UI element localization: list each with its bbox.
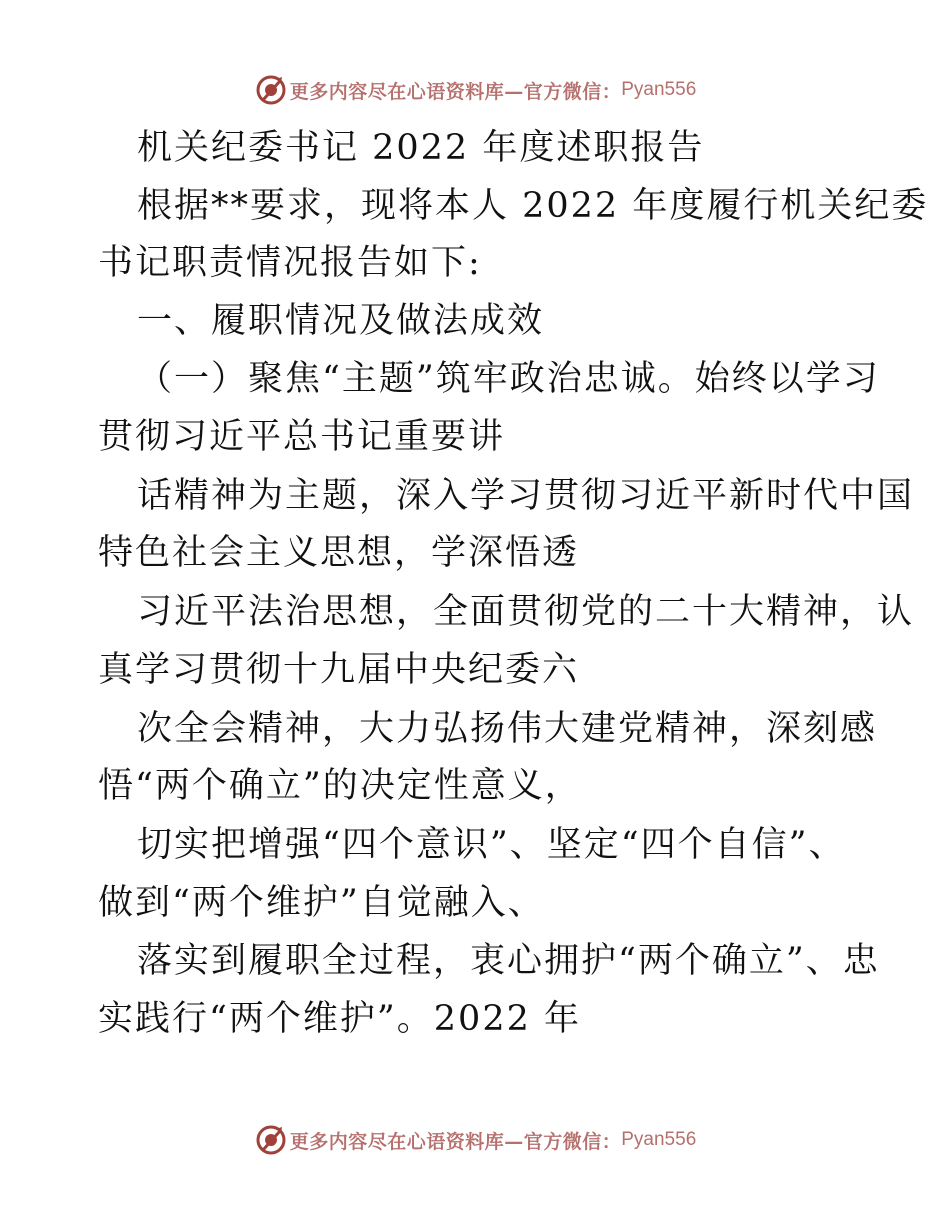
body-line: 根据**要求，现将本人 2022 年度履行机关纪委 xyxy=(137,186,929,226)
section-heading: 一、履职情况及做法成效 xyxy=(137,301,545,341)
subsection-heading: （一）聚焦“主题”筑牢政治忠诚。始终以学习 xyxy=(137,359,880,399)
footer-watermark xyxy=(0,1120,950,1160)
body-line: 落实到履职全过程，衷心拥护“两个确立”、忠 xyxy=(137,941,880,981)
watermark-text: 更多内容尽在心语资料库—官方微信： xyxy=(289,1130,622,1153)
body-line: 切实把增强“四个意识”、坚定“四个自信”、 xyxy=(137,825,846,865)
document-title: 机关纪委书记 2022 年度述职报告 xyxy=(137,128,705,168)
body-line: 真学习贯彻十九届中央纪委六 xyxy=(98,650,580,690)
body-line: 书记职责情况报告如下: xyxy=(98,243,482,283)
body-line: 悟“两个确立”的决定性意义， xyxy=(98,766,582,806)
logo-seal-icon xyxy=(254,1123,288,1157)
body-line: 次全会精神，大力弘扬伟大建党精神，深刻感 xyxy=(137,709,878,749)
body-line: 习近平法治思想，全面贯彻党的二十大精神，认 xyxy=(137,592,915,632)
body-line: 话精神为主题，深入学习贯彻习近平新时代中国 xyxy=(137,476,915,516)
body-line: 做到“两个维护”自觉融入、 xyxy=(98,883,545,923)
watermark-handle: Pyan556 xyxy=(621,1129,697,1150)
body-line: 特色社会主义思想，学深悟透 xyxy=(98,533,580,573)
watermark-text: 更多内容尽在心语资料库—官方微信： xyxy=(289,80,622,103)
watermark-handle: Pyan556 xyxy=(621,79,697,100)
body-line: 贯彻习近平总书记重要讲 xyxy=(98,417,506,457)
body-line: 实践行“两个维护”。2022 年 xyxy=(98,999,581,1039)
